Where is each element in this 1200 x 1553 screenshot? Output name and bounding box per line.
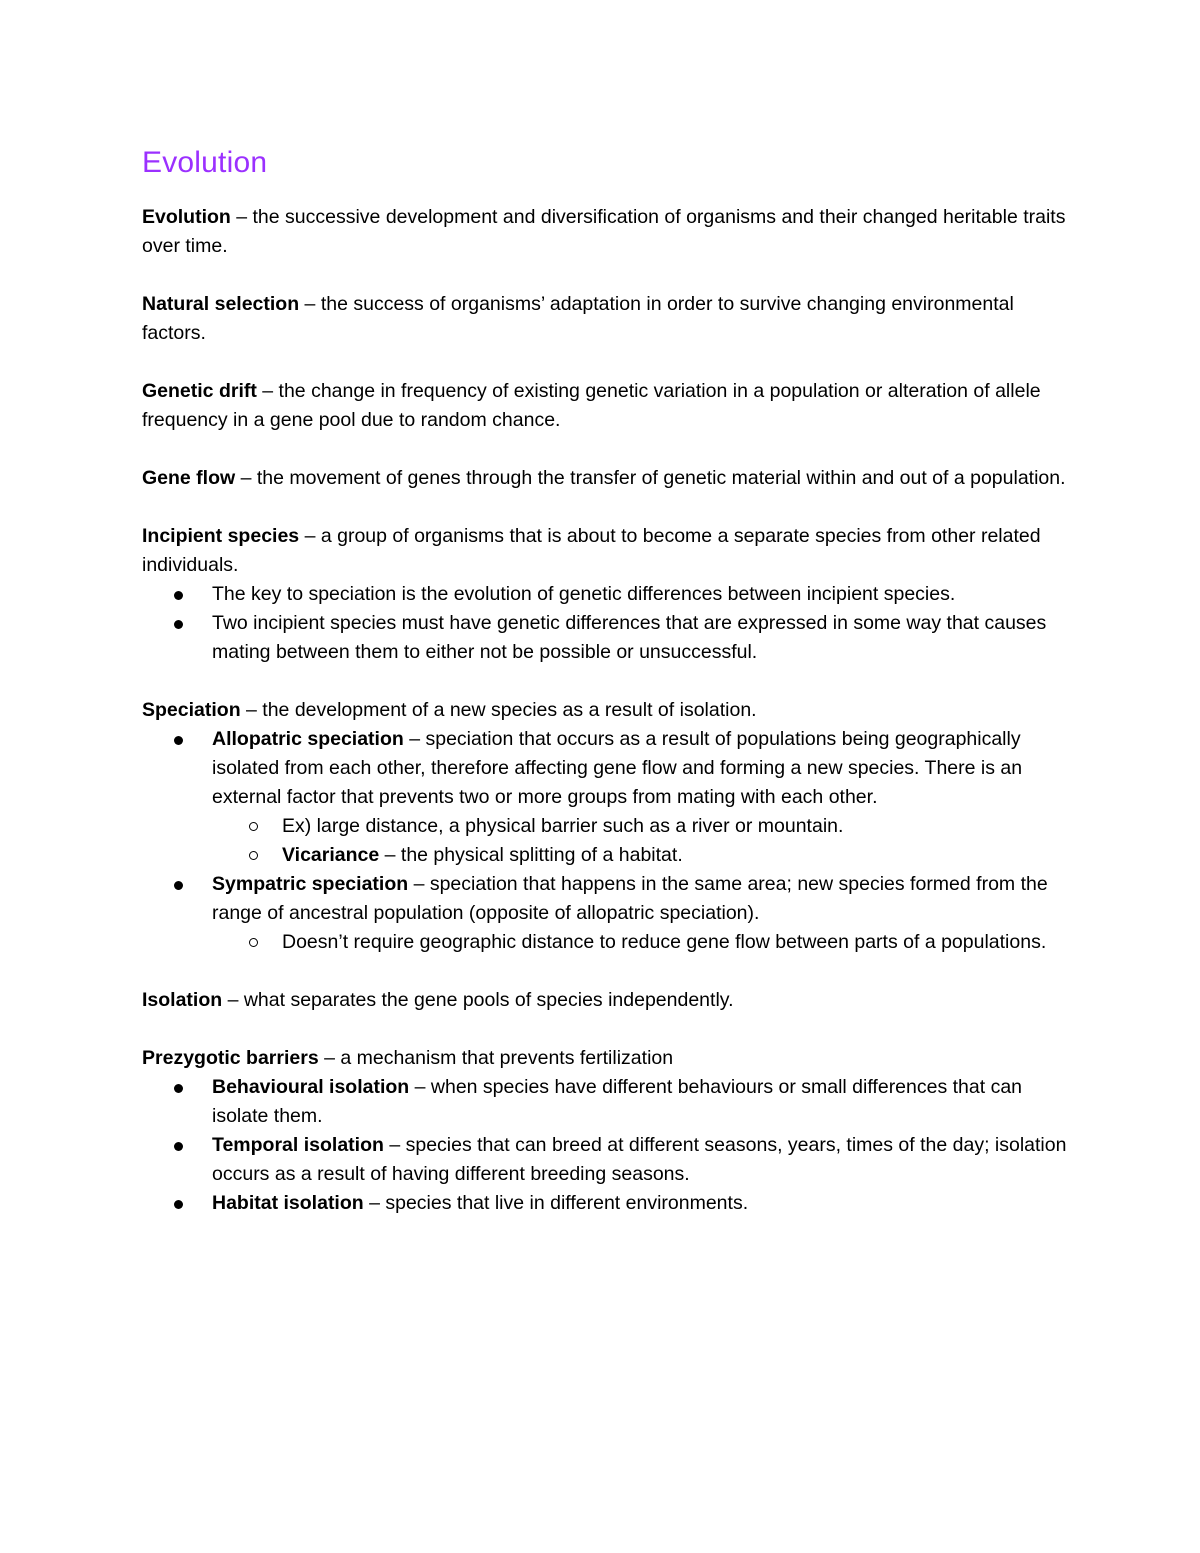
definition-text: – the movement of genes through the transfer of genetic material within and out of a population. xyxy=(235,467,1066,489)
bullet-icon xyxy=(174,620,183,629)
term-label: Natural selection xyxy=(142,293,300,315)
list-item xyxy=(142,1189,1067,1218)
sublist-item-text: Doesn’t require geographic distance to reduce gene flow between parts of a populations. xyxy=(282,931,1047,953)
definition-text: – when species have different behaviours or small differences that can isolate them. xyxy=(212,1076,1023,1127)
incipient-species-list xyxy=(142,580,1067,667)
list-item xyxy=(142,609,1067,667)
bullet-icon xyxy=(174,591,183,600)
list-item xyxy=(142,1073,1067,1131)
definition-text: – what separates the gene pools of species independently. xyxy=(222,989,734,1011)
page-title: Evolution xyxy=(142,146,268,179)
term-label: Incipient species xyxy=(142,525,300,547)
sublist-item-text: Ex) large distance, a physical barrier such as a river or mountain. xyxy=(282,815,844,837)
bullet-icon xyxy=(174,1142,183,1151)
definition-text: – speciation that occurs as a result of populations being geographically isolated from each other, therefore affecting gene flow and forming a new species. There is an external factor that prevents two or more groups from mating with each other. xyxy=(212,728,1023,808)
definition-text: – species that can breed at different seasons, years, times of the day; isolation occurs as a result of having different breeding seasons. xyxy=(212,1134,1067,1185)
definition-text: – a group of organisms that is about to become a separate species from other related individuals. xyxy=(142,525,1041,576)
definition-speciation xyxy=(142,696,1067,725)
list-item-sympatric xyxy=(142,870,1067,957)
definition-text: – the development of a new species as a result of isolation. xyxy=(240,699,757,721)
allopatric-sublist xyxy=(212,812,1067,870)
definition-text: – the successive development and diversification of organisms and their changed heritable traits over time. xyxy=(142,206,1066,257)
definition-text: – a mechanism that prevents fertilization xyxy=(318,1047,674,1069)
prezygotic-list xyxy=(142,1073,1067,1218)
list-item xyxy=(142,1131,1067,1189)
term-label: Speciation xyxy=(142,699,241,721)
list-item-text: The key to speciation is the evolution of genetic differences between incipient species. xyxy=(212,583,956,605)
term-label: Behavioural isolation xyxy=(212,1076,410,1098)
definition-isolation xyxy=(142,986,1067,1015)
definition-evolution xyxy=(142,203,1067,261)
hollow-bullet-icon xyxy=(249,822,258,831)
bullet-icon xyxy=(174,1200,183,1209)
term-label: Genetic drift xyxy=(142,380,257,402)
term-label: Vicariance xyxy=(282,844,380,866)
definition-prezygotic-barriers xyxy=(142,1044,1067,1073)
list-item-allopatric xyxy=(142,725,1067,870)
sublist-item xyxy=(212,928,1067,957)
definition-text: – the physical splitting of a habitat. xyxy=(379,844,683,866)
document-page xyxy=(142,143,1067,1247)
sublist-item xyxy=(212,812,1067,841)
bullet-icon xyxy=(174,1084,183,1093)
definition-incipient-species xyxy=(142,522,1067,580)
hollow-bullet-icon xyxy=(249,938,258,947)
speciation-list xyxy=(142,725,1067,957)
definition-natural-selection xyxy=(142,290,1067,348)
term-label: Sympatric speciation xyxy=(212,873,409,895)
term-label: Temporal isolation xyxy=(212,1134,384,1156)
definition-text: – speciation that happens in the same area; new species formed from the range of ancestral population (opposite of allopatric speciation). xyxy=(212,873,1048,924)
list-item xyxy=(142,580,1067,609)
term-label: Evolution xyxy=(142,206,231,228)
sympatric-sublist xyxy=(212,928,1067,957)
definition-text: – the change in frequency of existing genetic variation in a population or alteration of allele frequency in a gene pool due to random chance. xyxy=(142,380,1041,431)
definition-gene-flow xyxy=(142,464,1067,493)
list-item-text: Two incipient species must have genetic differences that are expressed in some way that causes mating between them to either not be possible or unsuccessful. xyxy=(212,612,1047,663)
definition-text: – species that live in different environments. xyxy=(363,1192,749,1214)
bullet-icon xyxy=(174,736,183,745)
term-label: Allopatric speciation xyxy=(212,728,404,750)
sublist-item xyxy=(212,841,1067,870)
term-label: Habitat isolation xyxy=(212,1192,364,1214)
bullet-icon xyxy=(174,881,183,890)
term-label: Gene flow xyxy=(142,467,236,489)
term-label: Prezygotic barriers xyxy=(142,1047,319,1069)
definition-genetic-drift xyxy=(142,377,1067,435)
definition-text: – the success of organisms’ adaptation in order to survive changing environmental factors. xyxy=(142,293,1014,344)
term-label: Isolation xyxy=(142,989,223,1011)
hollow-bullet-icon xyxy=(249,851,258,860)
